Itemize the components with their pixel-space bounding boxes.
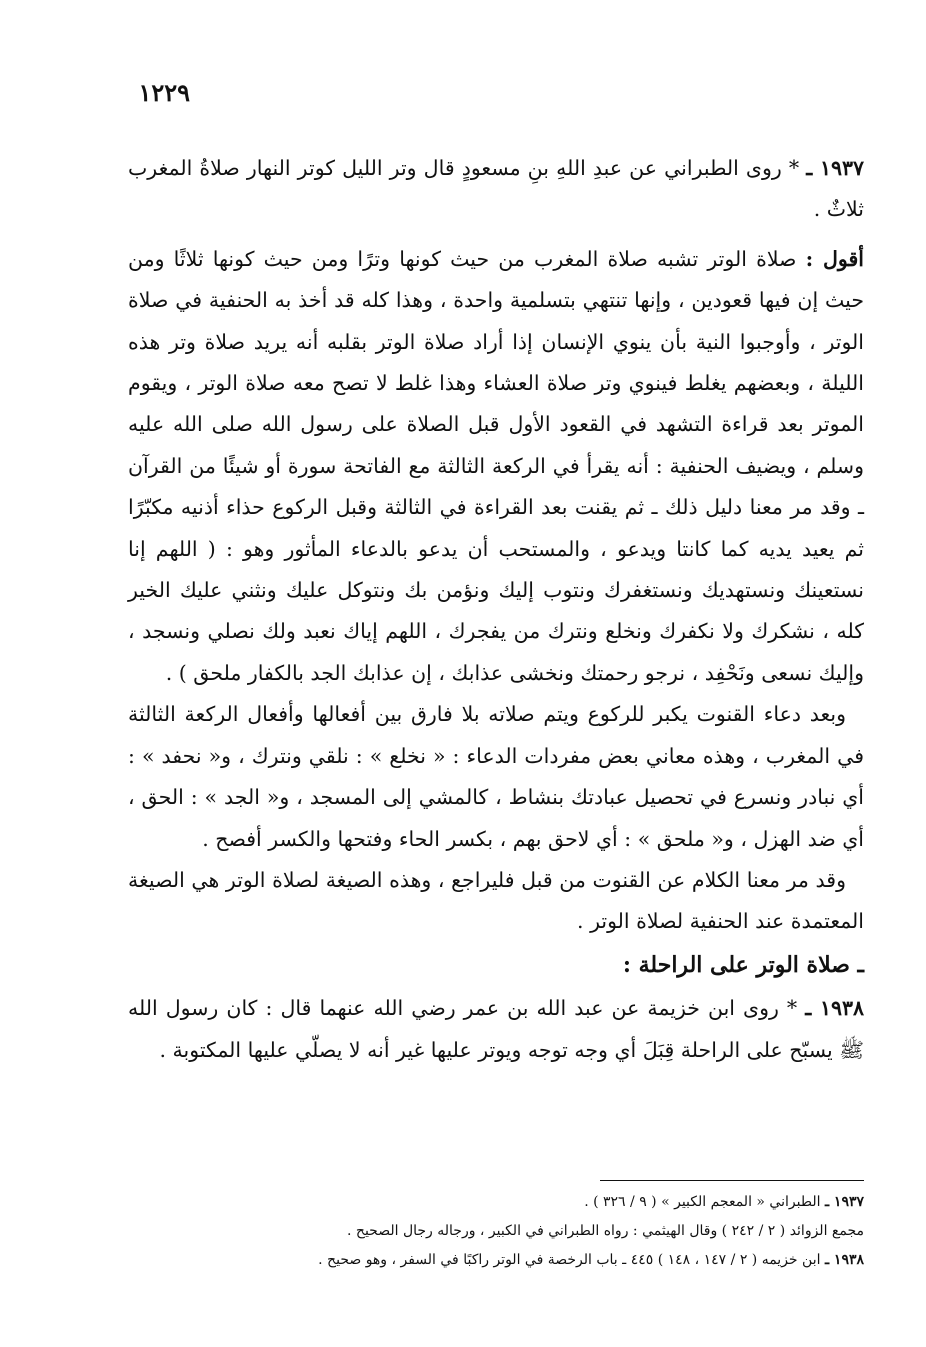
hadith-text: * روى الطبراني عن عبدِ اللهِ بنِ مسعودٍ قال وتر الليل كوتر النهار صلاةُ المغرب ثلاثٌ . <box>128 156 864 222</box>
sigha-paragraph: وقد مر معنا الكلام عن القنوت من قبل فليراجع ، وهذه الصيغة لصلاة الوتر هي الصيغة المعتمدة عند الحنفية لصلاة الوتر . <box>128 867 864 934</box>
footnote-separator <box>600 1180 864 1181</box>
footnote-text: مجمع الزوائد ( ٢ / ٢٤٢ ) وقال الهيثمي : رواه الطبراني في الكبير ، ورجاله رجال الصحيح . <box>347 1223 864 1239</box>
commentary-paragraph <box>128 239 864 694</box>
hadith-text: * روى ابن خزيمة عن عبد الله بن عمر رضي الله عنهما قال : كان رسول الله ﷺ يسبّح على الراحلة قِبَلَ أي وجه توجه ويوتر عليها غير أنه لا يصلّي عليها المكتوبة . <box>128 996 864 1062</box>
hadith-number: ١٩٣٧ ـ <box>806 156 864 180</box>
footnote <box>128 1246 864 1275</box>
footnote-number: ١٩٣٧ ـ <box>824 1194 864 1210</box>
qunut-paragraph: وبعد دعاء القنوت يكبر للركوع ويتم صلاته بلا فارق بين أفعالها وأفعال الركعة الثالثة في المغرب ، وهذه معاني بعض مفردات الدعاء : « نخلع » : نلقي ونترك ، و« نحفد » : أي نبادر ونسرع في تحصيل عبادتك بنشاط ، كالمشي إلى المسجد ، و« الجد » : الحق ، أي ضد الهزل ، و« ملحق » : أي لاحق بهم ، بكسر الحاء وفتحها والكسر أفصح . <box>128 702 864 851</box>
hadith-1938 <box>128 988 864 1071</box>
hadith-1937 <box>128 148 864 231</box>
commentary-lead: أقول : <box>805 246 864 271</box>
section-heading: ـ صلاة الوتر على الراحلة : <box>622 951 864 978</box>
footnote-number: ١٩٣٨ ـ <box>824 1252 864 1268</box>
footnote-text: ابن خزيمه ( ٢ / ١٤٧ ، ١٤٨ ) ٤٤٥ ـ باب الرخصة في الوتر راكبًا في السفر ، وهو صحيح . <box>318 1252 821 1268</box>
footnotes <box>128 1188 864 1275</box>
main-text <box>128 148 864 1071</box>
footnote-text: الطبراني « المعجم الكبير » ( ٩ / ٣٢٦ ) . <box>584 1194 821 1210</box>
page-number: ١٢٢٩ <box>138 78 190 107</box>
hadith-number: ١٩٣٨ ـ <box>805 996 864 1021</box>
footnote <box>128 1217 864 1246</box>
commentary-text: صلاة الوتر تشبه صلاة المغرب من حيث كونها وترًا ومن حيث كونها ثلاثًا ومن حيث إن فيها قعودين ، وإنها تنتهي بتسلمية واحدة ، وهذا كله قد أخذ به الحنفية في صلاة الوتر ، وأوجبوا النية بأن ينوي الإنسان إذا أراد صلاة الوتر بقلبه أنه يريد صلاة وتر هذه الليلة ، وبعضهم يغلط فينوي وتر صلاة العشاء وهذا غلط لا تصح معه صلاة الوتر ، ويقوم الموتر بعد قراءة التشهد في القعود الأول قبل الصلاة على رسول الله صلى الله عليه وسلم ، ويضيف الحنفية : أنه يقرأ في الركعة الثالثة مع الفاتحة سورة أو شيئًا من القرآن ـ وقد مر معنا دليل ذلك ـ ثم يقنت بعد القراءة في الثالثة وقبل الركوع حذاء أذنيه مكبّرًا ثم يعيد يديه كما كانتا ويدعو ، والمستحب أن يدعو بالدعاء المأثور وهو : ( اللهم إنا نستعينك ونستهديك ونستغفرك ونتوب إليك ونؤمن بك ونتوكل عليك ونثني عليك الخير كله ، نشكرك ولا نكفرك ونخلع ونترك من يفجرك ، اللهم إياك نعبد ولك نصلي ونسجد ، وإليك نسعى ونَحْفِد ، نرجو رحمتك ونخشى عذابك ، إن عذابك الجد بالكفار ملحق ) . <box>128 246 864 685</box>
footnote <box>128 1188 864 1217</box>
